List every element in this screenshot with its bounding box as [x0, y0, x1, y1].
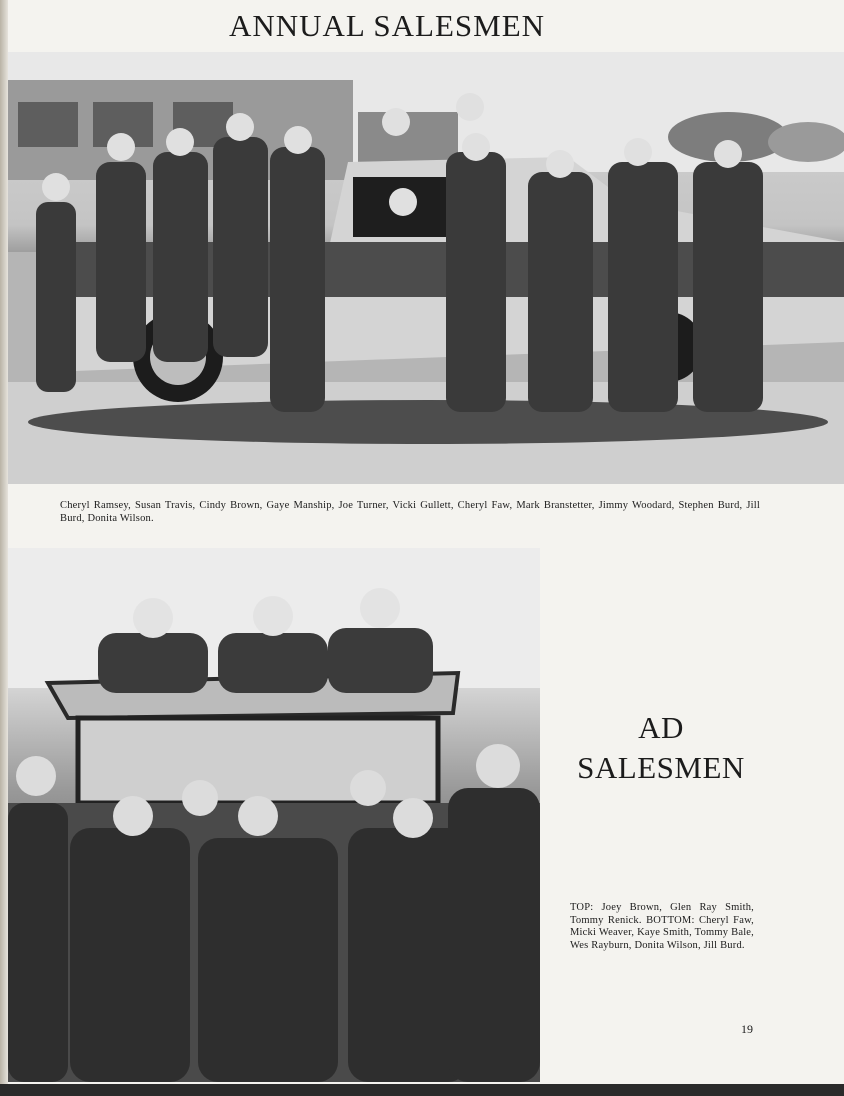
annual-salesmen-caption: Cheryl Ramsey, Susan Travis, Cindy Brown, Gaye Manship, Joe Turner, Vicki Gullett, Cheryl Faw, Mark Branstetter, Jimmy Woodard, Stephen Burd, Jill Burd, Donita Wilson. — [60, 500, 760, 524]
ad-salesmen-caption: TOP: Joey Brown, Glen Ray Smith, Tommy Renick. BOTTOM: Cheryl Faw, Micki Weaver, Kaye Smith, Tommy Bale, Wes Rayburn, Donita Wilson, Jill Burd. — [570, 902, 754, 951]
page-gutter — [0, 0, 8, 1096]
ad-salesmen-photo — [8, 548, 540, 1082]
ad-salesmen-heading-line2: SALESMEN — [577, 750, 745, 785]
ad-salesmen-heading — [556, 708, 766, 788]
bottom-edge — [0, 1084, 844, 1096]
page-title: ANNUAL SALESMEN — [228, 8, 546, 43]
annual-salesmen-photo — [8, 52, 844, 484]
page-number: 19 — [741, 1022, 753, 1036]
ad-salesmen-heading-line1: AD — [638, 710, 684, 745]
